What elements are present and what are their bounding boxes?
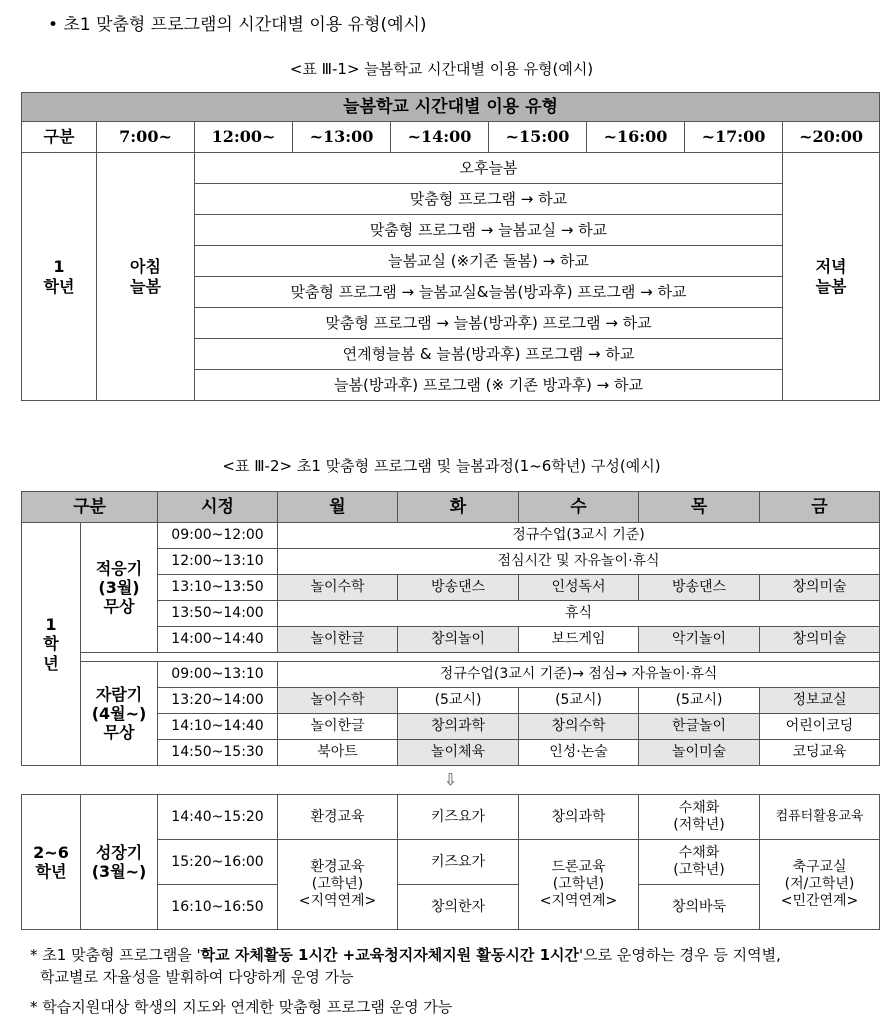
t2-time: 12:00~13:10 <box>158 549 278 575</box>
t1-header: ~15:00 <box>489 122 587 153</box>
t2-span: 정규수업(3교시 기준)→ 점심→ 자유놀이·휴식 <box>278 662 880 688</box>
t2-cell: 악기놀이 <box>639 627 760 653</box>
t2-time: 09:00~13:10 <box>158 662 278 688</box>
t2-cell: 창의놀이 <box>398 627 519 653</box>
t2-time: 14:10~14:40 <box>158 714 278 740</box>
t2-cell: 축구교실 (저/고학년) <민간연계> <box>760 840 880 930</box>
t2-time: 15:20~16:00 <box>158 840 278 885</box>
t2-header: 월 <box>278 492 398 523</box>
t1-row: 맞춤형 프로그램 → 늘봄(방과후) 프로그램 → 하교 <box>195 308 783 339</box>
t2-cell: 코딩교육 <box>760 740 880 766</box>
t2-adapt: 적응기 (3월) 무상 <box>81 523 158 653</box>
t1-header: 7:00~ <box>97 122 195 153</box>
t2-cell: 창의미술 <box>760 627 880 653</box>
t1-grade: 1 학년 <box>22 153 97 401</box>
t2-cell: 환경교육 <box>278 795 398 840</box>
t2-grade1: 1 학 년 <box>22 523 81 766</box>
t2-cell: 북아트 <box>278 740 398 766</box>
t2-cell: 키즈요가 <box>398 840 519 885</box>
table1-caption: <표 Ⅲ-1> 늘봄학교 시간대별 이용 유형(예시) <box>289 60 594 78</box>
t1-header: ~14:00 <box>391 122 489 153</box>
t2-time: 09:00~12:00 <box>158 523 278 549</box>
t2-time: 14:00~14:40 <box>158 627 278 653</box>
down-arrow-icon: ⇩ <box>22 766 880 795</box>
t1-header: ~16:00 <box>587 122 685 153</box>
t1-header: 구분 <box>22 122 97 153</box>
t2-cell: 수채화 (저학년) <box>639 795 760 840</box>
t2-cell: 드론교육 (고학년) <지역연계> <box>519 840 639 930</box>
t2-time: 14:50~15:30 <box>158 740 278 766</box>
t2-time: 13:20~14:00 <box>158 688 278 714</box>
t1-row: 맞춤형 프로그램 → 하교 <box>195 184 783 215</box>
t1-row: 오후늘봄 <box>195 153 783 184</box>
t2-cell: 정보교실 <box>760 688 880 714</box>
t2-cell: 창의수학 <box>519 714 639 740</box>
t2-cell: 방송댄스 <box>639 575 760 601</box>
note-2: * 학습지원대상 학생의 지도와 연계한 맞춤형 프로그램 운영 가능 <box>30 998 453 1016</box>
t2-time: 13:10~13:50 <box>158 575 278 601</box>
t2-cell: 인성·논술 <box>519 740 639 766</box>
t2-time: 13:50~14:00 <box>158 601 278 627</box>
t2-cell: 놀이한글 <box>278 627 398 653</box>
note-1 <box>30 944 875 988</box>
t1-morning: 아침 늘봄 <box>97 153 195 401</box>
table2-caption: <표 Ⅲ-2> 초1 맞춤형 프로그램 및 늘봄과정(1~6학년) 구성(예시) <box>222 457 661 475</box>
t1-header: ~17:00 <box>685 122 783 153</box>
t2-span: 휴식 <box>278 601 880 627</box>
t2-cell: 키즈요가 <box>398 795 519 840</box>
t2-span: 점심시간 및 자유놀이·휴식 <box>278 549 880 575</box>
t2-cell: 수채화 (고학년) <box>639 840 760 885</box>
section-bullet: • 초1 맞춤형 프로그램의 시간대별 이용 유형(예시) <box>48 15 427 35</box>
t2-grow: 성장기 (3월~) <box>81 795 158 930</box>
table-usage-types <box>21 92 880 401</box>
t2-cell: (5교시) <box>519 688 639 714</box>
t2-cell: 한글놀이 <box>639 714 760 740</box>
t2-header: 시정 <box>158 492 278 523</box>
t2-cell: 환경교육 (고학년) <지역연계> <box>278 840 398 930</box>
t2-cell: 보드게임 <box>519 627 639 653</box>
t2-cell: 놀이미술 <box>639 740 760 766</box>
t2-cell: 인성독서 <box>519 575 639 601</box>
t2-header: 화 <box>398 492 519 523</box>
t2-cell: 창의과학 <box>398 714 519 740</box>
t2-cell: 놀이수학 <box>278 688 398 714</box>
note-1-part: '으로 운영하는 경우 등 지역별, <box>579 946 781 964</box>
t2-time: 16:10~16:50 <box>158 885 278 930</box>
t2-cell: 창의바둑 <box>639 885 760 930</box>
note-1-part: 학교별로 자율성을 발휘하여 다양하게 운영 가능 <box>40 968 354 986</box>
t1-header: ~20:00 <box>783 122 880 153</box>
t2-time: 14:40~15:20 <box>158 795 278 840</box>
table-program-schedule <box>21 491 880 930</box>
t1-row: 맞춤형 프로그램 → 늘봄교실 → 하교 <box>195 215 783 246</box>
t2-cell: 놀이수학 <box>278 575 398 601</box>
t2-cell: 놀이한글 <box>278 714 398 740</box>
t2-header: 수 <box>519 492 639 523</box>
t2-span: 정규수업(3교시 기준) <box>278 523 880 549</box>
t2-gap <box>81 653 880 662</box>
table1-title: 늘봄학교 시간대별 이용 유형 <box>22 93 880 122</box>
t1-header: 12:00~ <box>195 122 293 153</box>
t1-row: 연계형늘봄 & 늘봄(방과후) 프로그램 → 하교 <box>195 339 783 370</box>
t2-cell: 어린이코딩 <box>760 714 880 740</box>
t2-cell: 방송댄스 <box>398 575 519 601</box>
t2-cell: 창의한자 <box>398 885 519 930</box>
t2-settle: 자람기 (4월~) 무상 <box>81 662 158 766</box>
note-1-part: * 초1 맞춤형 프로그램을 ' <box>30 946 201 964</box>
t2-cell: (5교시) <box>398 688 519 714</box>
t2-header: 구분 <box>22 492 158 523</box>
t2-cell: 놀이체육 <box>398 740 519 766</box>
t1-row: 맞춤형 프로그램 → 늘봄교실&늘봄(방과후) 프로그램 → 하교 <box>195 277 783 308</box>
t1-row: 늘봄교실 (※기존 돌봄) → 하교 <box>195 246 783 277</box>
t2-cell: 컴퓨터활용교육 <box>760 795 880 840</box>
t2-cell: (5교시) <box>639 688 760 714</box>
t2-cell: 창의과학 <box>519 795 639 840</box>
t2-grade26: 2~6 학년 <box>22 795 81 930</box>
note-1-bold: 학교 자체활동 1시간 +교육청지자체지원 활동시간 1시간 <box>200 946 579 964</box>
t2-header: 금 <box>760 492 880 523</box>
t1-evening: 저녁 늘봄 <box>783 153 880 401</box>
t1-header: ~13:00 <box>293 122 391 153</box>
t1-row: 늘봄(방과후) 프로그램 (※ 기존 방과후) → 하교 <box>195 370 783 401</box>
t2-header: 목 <box>639 492 760 523</box>
t2-cell: 창의미술 <box>760 575 880 601</box>
